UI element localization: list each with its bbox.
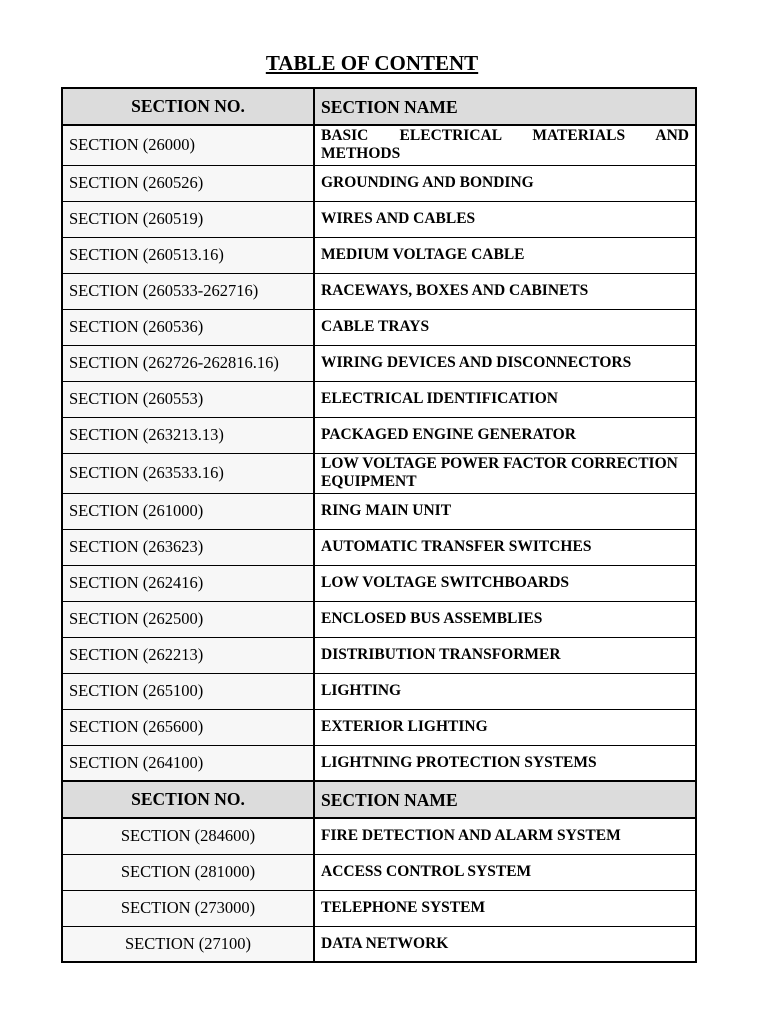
section-number: SECTION (263533.16): [62, 453, 314, 493]
section-name: MEDIUM VOLTAGE CABLE: [314, 237, 696, 273]
section-name: GROUNDING AND BONDING: [314, 165, 696, 201]
section-number: SECTION (265100): [62, 673, 314, 709]
section-number: SECTION (260553): [62, 381, 314, 417]
section-number: SECTION (260519): [62, 201, 314, 237]
section-name: DATA NETWORK: [314, 926, 696, 962]
table-row: [62, 673, 696, 709]
section-name: RACEWAYS, BOXES AND CABINETS: [314, 273, 696, 309]
table-row: [62, 381, 696, 417]
table-row: [62, 709, 696, 745]
table-row: [62, 493, 696, 529]
table-of-content: [61, 87, 697, 963]
section-name: RING MAIN UNIT: [314, 493, 696, 529]
section-number: SECTION (260513.16): [62, 237, 314, 273]
table-row: [62, 453, 696, 493]
section-number: SECTION (262726-262816.16): [62, 345, 314, 381]
section-name: CABLE TRAYS: [314, 309, 696, 345]
column-header-section-name: SECTION NAME: [314, 781, 696, 818]
section-name: LOW VOLTAGE POWER FACTOR CORRECTION EQUIPMENT: [314, 453, 696, 493]
page-title: TABLE OF CONTENT: [265, 51, 479, 75]
section-name: ELECTRICAL IDENTIFICATION: [314, 381, 696, 417]
section-name: AUTOMATIC TRANSFER SWITCHES: [314, 529, 696, 565]
section-name: FIRE DETECTION AND ALARM SYSTEM: [314, 818, 696, 854]
table-row: [62, 309, 696, 345]
section-number: SECTION (26000): [62, 125, 314, 165]
column-header-section-no: SECTION NO.: [62, 88, 314, 125]
section-number: SECTION (262416): [62, 565, 314, 601]
table-row: [62, 890, 696, 926]
section-name: LIGHTNING PROTECTION SYSTEMS: [314, 745, 696, 781]
table-row: [62, 745, 696, 781]
section-name: PACKAGED ENGINE GENERATOR: [314, 417, 696, 453]
section-name: DISTRIBUTION TRANSFORMER: [314, 637, 696, 673]
table-row: [62, 529, 696, 565]
section-name: WIRES AND CABLES: [314, 201, 696, 237]
section-name: WIRING DEVICES AND DISCONNECTORS: [314, 345, 696, 381]
section-name: ENCLOSED BUS ASSEMBLIES: [314, 601, 696, 637]
section-number: SECTION (284600): [62, 818, 314, 854]
table-row: [62, 201, 696, 237]
section-number: SECTION (260526): [62, 165, 314, 201]
section-name: EXTERIOR LIGHTING: [314, 709, 696, 745]
section-number: SECTION (265600): [62, 709, 314, 745]
table-row: [62, 165, 696, 201]
section-number: SECTION (260533-262716): [62, 273, 314, 309]
section-name: TELEPHONE SYSTEM: [314, 890, 696, 926]
section-number: SECTION (261000): [62, 493, 314, 529]
section-number: SECTION (262500): [62, 601, 314, 637]
section-number: SECTION (264100): [62, 745, 314, 781]
section-number: SECTION (263213.13): [62, 417, 314, 453]
section-name: LIGHTING: [314, 673, 696, 709]
table-row: [62, 926, 696, 962]
section-number: SECTION (263623): [62, 529, 314, 565]
table-row: [62, 237, 696, 273]
table-row: [62, 854, 696, 890]
section-number: SECTION (281000): [62, 854, 314, 890]
table-row: [62, 417, 696, 453]
column-header-section-no: SECTION NO.: [62, 781, 314, 818]
section-number: SECTION (260536): [62, 309, 314, 345]
section-name: BASIC ELECTRICAL MATERIALS AND METHODS: [314, 125, 696, 165]
section-number: SECTION (27100): [62, 926, 314, 962]
table-header-row: [62, 781, 696, 818]
section-name: ACCESS CONTROL SYSTEM: [314, 854, 696, 890]
table-row: [62, 125, 696, 165]
section-number: SECTION (273000): [62, 890, 314, 926]
table-row: [62, 637, 696, 673]
table-row: [62, 601, 696, 637]
section-number: SECTION (262213): [62, 637, 314, 673]
table-row: [62, 818, 696, 854]
table-row: [62, 345, 696, 381]
table-row: [62, 273, 696, 309]
table-row: [62, 565, 696, 601]
table-header-row: [62, 88, 696, 125]
column-header-section-name: SECTION NAME: [314, 88, 696, 125]
section-name: LOW VOLTAGE SWITCHBOARDS: [314, 565, 696, 601]
